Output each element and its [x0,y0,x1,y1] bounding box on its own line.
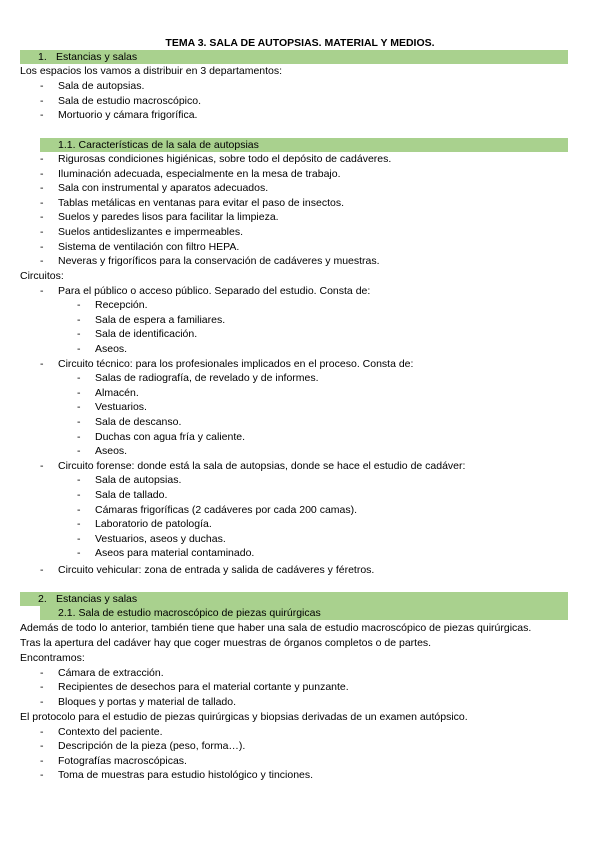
list-item: - Recepción. [77,299,148,311]
list-item: - Duchas con agua fría y caliente. [77,431,246,443]
section-number: 2. [38,593,47,605]
list-item: - Toma de muestras para estudio histológico y tinciones. [40,769,314,781]
list-item: - Iluminación adecuada, especialmente en la mesa de trabajo. [40,168,341,180]
list-item: - Sala de identificación. [77,328,198,340]
subsection-number: 2.1. [58,607,76,619]
section-1-heading [20,50,568,64]
list-item: - Contexto del paciente. [40,726,163,738]
list-item: - Recipientes de desechos para el material cortante y punzante. [40,681,349,693]
paragraph: El protocolo para el estudio de piezas quirúrgicas y biopsias derivadas de un examen autópsico. [20,711,468,723]
paragraph: Además de todo lo anterior, también tiene que haber una sala de estudio macroscópico de piezas quirúrgicas. [20,622,532,634]
list-item: - Mortuorio y cámara frigorífica. [40,109,198,121]
subsection-number: 1.1. [58,139,76,151]
subsection-1-1-heading [40,138,568,152]
list-item: - Aseos para material contaminado. [77,547,255,559]
list-item: - Vestuarios. [77,401,147,413]
section-number: 1. [38,51,47,63]
list-item: - Circuito técnico: para los profesionales implicados en el proceso. Consta de: [40,358,414,370]
list-item: - Vestuarios, aseos y duchas. [77,533,226,545]
subsection-2-1-heading [40,606,568,620]
list-item: - Sala de tallado. [77,489,168,501]
list-item: - Circuito vehicular: zona de entrada y salida de cadáveres y féretros. [40,564,375,576]
list-item: - Fotografías macroscópicas. [40,755,187,767]
list-item: - Bloques y portas y material de tallado. [40,696,237,708]
found-label: Encontramos: [20,652,85,664]
list-item: - Para el público o acceso público. Separado del estudio. Consta de: [40,285,371,297]
list-item: - Almacén. [77,387,139,399]
list-item: - Salas de radiografía, de revelado y de informes. [77,372,319,384]
list-item: - Sala de autopsias. [40,80,145,92]
list-item: - Suelos antideslizantes e impermeables. [40,226,244,238]
list-item: - Laboratorio de patología. [77,518,212,530]
list-item: - Sala de estudio macroscópico. [40,95,201,107]
list-item: - Sala de espera a familiares. [77,314,226,326]
list-item: - Tablas metálicas en ventanas para evitar el paso de insectos. [40,197,344,209]
list-item: - Sistema de ventilación con filtro HEPA. [40,241,240,253]
list-item: - Descripción de la pieza (peso, forma…). [40,740,246,752]
list-item: - Cámara de extracción. [40,667,164,679]
list-item: - Suelos y paredes lisos para facilitar la limpieza. [40,211,279,223]
subsection-title: Sala de estudio macroscópico de piezas quirúrgicas [78,607,321,619]
intro-text: Los espacios los vamos a distribuir en 3 departamentos: [20,65,283,77]
list-item: - Neveras y frigoríficos para la conservación de cadáveres y muestras. [40,255,380,267]
list-item: - Aseos. [77,445,128,457]
list-item: - Circuito forense: donde está la sala de autopsias, donde se hace el estudio de cadáver: [40,460,466,472]
list-item: - Aseos. [77,343,128,355]
list-item: - Sala de descanso. [77,416,182,428]
list-item: - Cámaras frigoríficas (2 cadáveres por cada 200 camas). [77,504,358,516]
section-title: Estancias y salas [56,51,138,63]
document-title: TEMA 3. SALA DE AUTOPSIAS. MATERIAL Y MEDIOS. [165,37,435,49]
list-item: - Sala con instrumental y aparatos adecuados. [40,182,269,194]
list-item: - Rigurosas condiciones higiénicas, sobre todo el depósito de cadáveres. [40,153,392,165]
paragraph: Tras la apertura del cadáver hay que coger muestras de órganos completos o de partes. [20,637,432,649]
section-2-heading [20,592,568,606]
list-item: - Sala de autopsias. [77,474,182,486]
circuits-label: Circuitos: [20,270,64,282]
section-title: Estancias y salas [56,593,138,605]
subsection-title: Características de la sala de autopsias [78,139,259,151]
